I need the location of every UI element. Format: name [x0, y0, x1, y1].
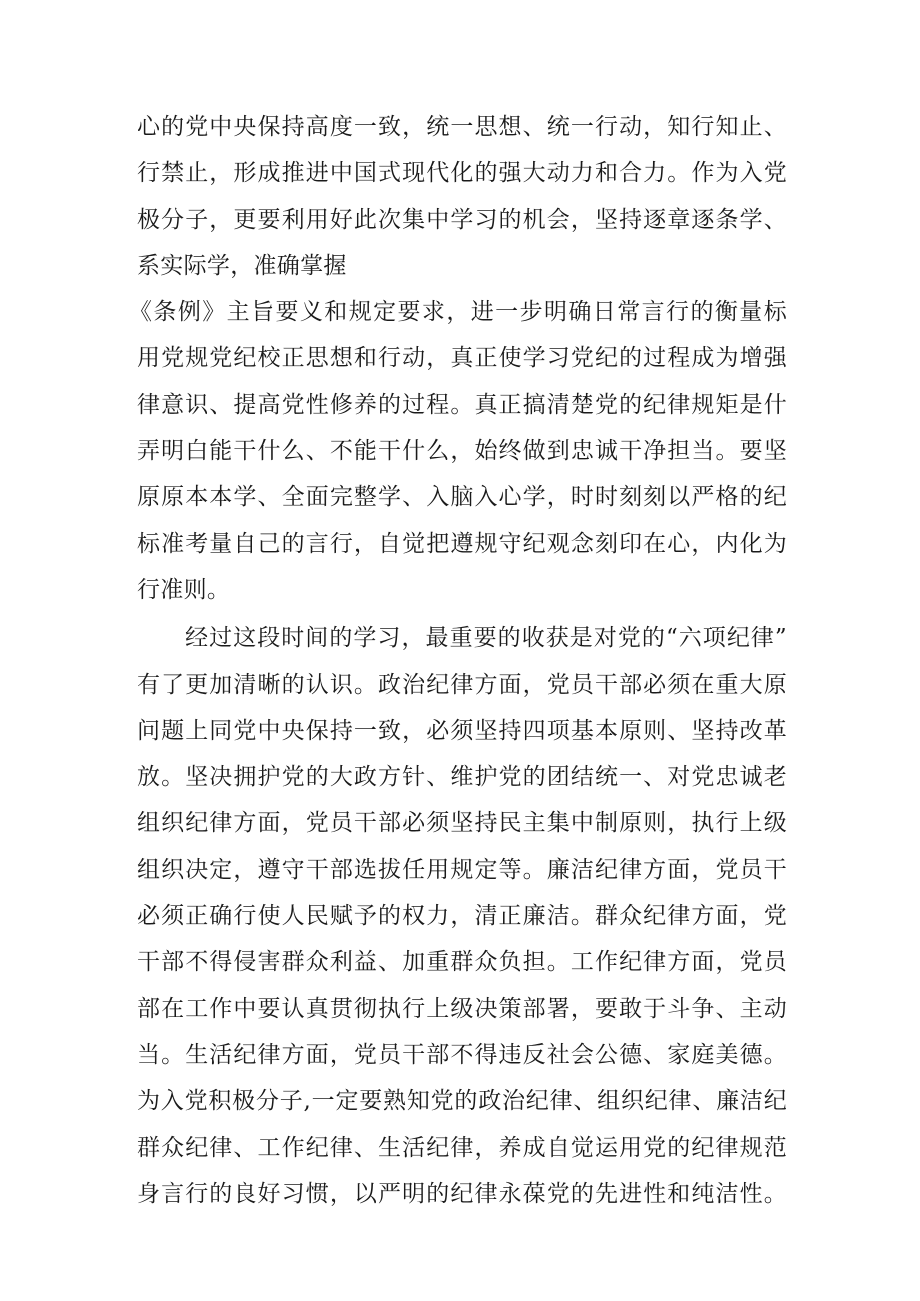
text-line: 行禁止，形成推进中国式现代化的强大动力和合力。作为入党 — [137, 160, 787, 187]
text-line: 心的党中央保持高度一致，统一思想、统一行动，知行知止、 — [137, 114, 787, 140]
text-line: 系实际学，准确掌握 — [137, 252, 347, 279]
text-line: 当。生活纪律方面，党员干部不得违反社会公德、家庭美德。 — [137, 1041, 787, 1068]
text-line: 为入党积极分子,一定要熟知党的政治纪律、组织纪律、廉洁纪 — [137, 1088, 787, 1115]
text-line: 问题上同党中央保持一致，必须坚持四项基本原则、坚持改革 — [137, 717, 787, 744]
text-line: 极分子，更要利用好此次集中学习的机会，坚持逐章逐条学、 — [137, 206, 787, 233]
text-line: 弄明白能干什么、不能干什么，始终做到忠诚干净担当。要坚 — [137, 438, 787, 465]
text-line: 原原本本学、全面完整学、入脑入心学，时时刻刻以严格的纪 — [137, 484, 787, 511]
document-body — [129, 104, 787, 1217]
text-line: 部在工作中要认真贯彻执行上级决策部署，要敢于斗争、主动 — [137, 995, 787, 1022]
text-line: 律意识、提高党性修养的过程。真正搞清楚党的纪律规矩是什 — [137, 391, 787, 418]
text-line: 用党规党纪校正思想和行动，真正使学习党纪的过程成为增强 — [137, 345, 787, 372]
text-line: 《条例》主旨要义和规定要求，进一步明确日常言行的衡量标 — [129, 299, 787, 326]
text-line: 群众纪律、工作纪律、生活纪律，养成自觉运用党的纪律规范 — [137, 1134, 787, 1161]
paragraph-first-line: 经过这段时间的学习，最重要的收获是对党的“六项纪律” — [137, 625, 787, 652]
text-line: 放。坚决拥护党的大政方针、维护党的团结统一、对党忠诚老 — [137, 764, 787, 791]
text-line: 标准考量自己的言行，自觉把遵规守纪观念刻印在心，内化为 — [137, 530, 787, 557]
text-line: 组织决定，遵守干部选拔任用规定等。廉洁纪律方面，党员干 — [137, 856, 787, 883]
text-line: 组织纪律方面，党员干部必须坚持民主集中制原则，执行上级 — [137, 810, 787, 837]
text-line: 行准则。 — [137, 576, 231, 603]
text-line: 身言行的良好习惯，以严明的纪律永葆党的先进性和纯洁性。 — [137, 1180, 787, 1207]
text-line: 有了更加清晰的认识。政治纪律方面，党员干部必须在重大原 — [137, 671, 787, 698]
text-line: 必须正确行使人民赋予的权力，清正廉洁。群众纪律方面，党 — [137, 903, 787, 930]
text-line: 干部不得侵害群众利益、加重群众负担。工作纪律方面，党员 — [137, 949, 787, 976]
